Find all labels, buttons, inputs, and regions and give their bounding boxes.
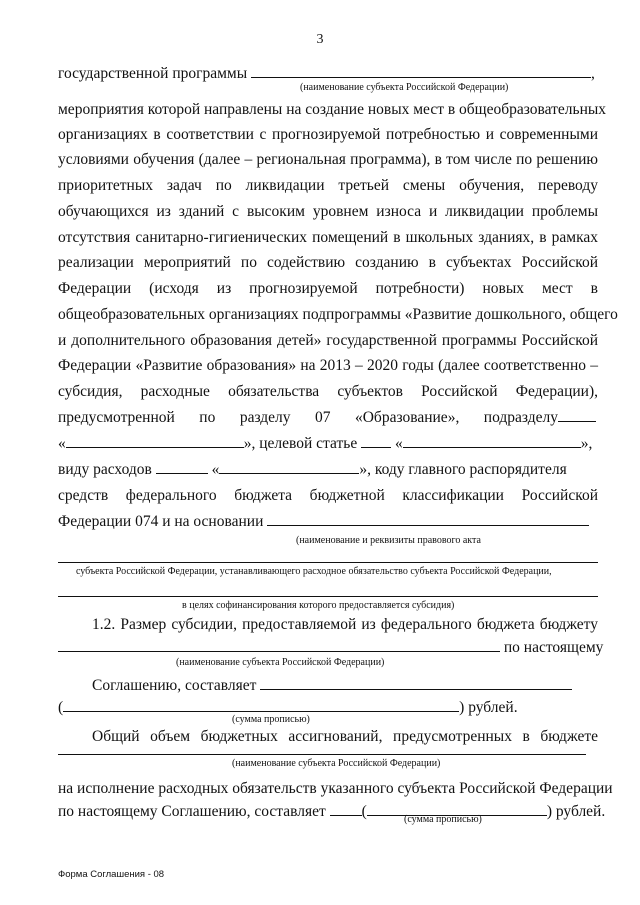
text-line: Федерации 074 и на основании: [58, 511, 598, 533]
text-line: средств федерального бюджета бюджетной классификации Российской: [58, 487, 598, 504]
text-line: условиями обучения (далее – региональная программа), в том числе по решению: [58, 151, 598, 168]
blank-line: [58, 562, 598, 563]
text-line: виду расходов « », коду главного распорядителя: [58, 461, 567, 478]
text-line: по настоящему: [58, 637, 598, 659]
caption-subject-name: (наименование субъекта Российской Федерации): [232, 758, 441, 769]
text-line: на исполнение расходных обязательств указанного субъекта Российской Федерации: [58, 780, 613, 797]
text-line: Федерации (исходя из прогнозируемой потребности) новых мест в: [58, 280, 598, 297]
text-line: Соглашению, составляет: [92, 675, 598, 697]
text-line: по настоящему Соглашению, составляет ( ) рублей.: [58, 803, 606, 820]
caption-sum-words: (сумма прописью): [404, 814, 482, 825]
caption-act-subject: субъекта Российской Федерации, устанавливающего расходное обязательство субъекта Российской Федерации,: [76, 566, 552, 577]
text-line: Общий объем бюджетных ассигнований, предусмотренных в бюджете: [92, 728, 598, 745]
text-line: приоритетных задач по ликвидации третьей смены обучения, переводу: [58, 177, 598, 194]
form-footer: Форма Соглашения - 08: [58, 869, 165, 880]
text-line: государственной программы ,: [58, 65, 595, 82]
caption-act-name: (наименование и реквизиты правового акта: [296, 535, 481, 546]
caption-subject-name: (наименование субъекта Российской Федерации): [300, 82, 509, 93]
text-line: общеобразовательных организациях подпрограммы «Развитие дошкольного, общего: [58, 306, 618, 323]
text-line: и дополнительного образования детей» государственной программы Российской: [58, 332, 598, 349]
text-line: обучающихся из зданий с высоким уровнем износа и ликвидации проблемы: [58, 203, 598, 220]
page-number: 3: [316, 32, 324, 47]
text-line: субсидия, расходные обязательства субъектов Российской Федерации),: [58, 383, 598, 400]
text-line: Федерации «Развитие образования» на 2013 – 2020 годы (далее соответственно –: [58, 357, 598, 374]
text-line: предусмотренной по разделу 07 «Образование», подразделу: [58, 407, 598, 429]
text-line: ( ) рублей.: [58, 699, 518, 716]
text-line: организациях в соответствии с прогнозируемой потребностью и современными: [58, 126, 598, 143]
blank-line: [58, 754, 586, 755]
caption-cofinance: в целях софинансирования которого предоставляется субсидия): [182, 600, 455, 611]
text-line: мероприятия которой направлены на создание новых мест в общеобразовательных: [58, 101, 607, 118]
text-line: реализации мероприятий по содействию созданию в субъектах Российской: [58, 254, 598, 271]
text-line: 1.2. Размер субсидии, предоставляемой из федерального бюджета бюджету: [92, 616, 598, 633]
text-line: « », целевой статье « »,: [58, 435, 593, 452]
blank-line: [58, 596, 598, 597]
text-line: отсутствия санитарно-гигиенических помещений в школьных зданиях, в рамках: [58, 229, 598, 246]
caption-sum-words: (сумма прописью): [232, 714, 310, 725]
caption-subject-name: (наименование субъекта Российской Федерации): [176, 657, 385, 668]
